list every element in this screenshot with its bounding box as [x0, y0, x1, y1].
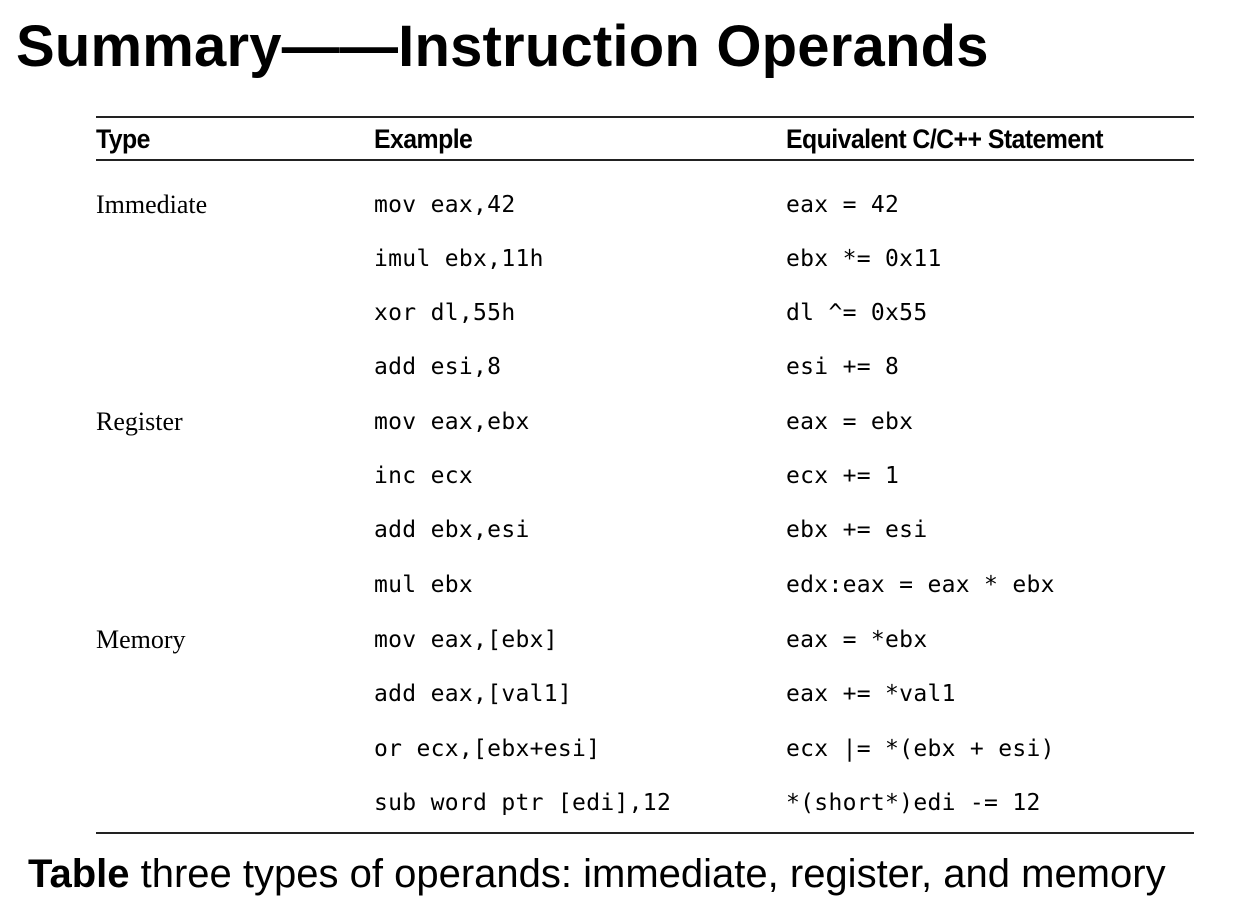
table-top-rule — [96, 116, 1194, 118]
table-row — [96, 459, 1194, 513]
header-equivalent: Equivalent C/C++ Statement — [786, 124, 1103, 154]
cell-example: add esi,8 — [374, 354, 502, 380]
cell-example: xor dl,55h — [374, 300, 516, 326]
cell-example: imul ebx,11h — [374, 246, 544, 272]
table-bottom-rule — [96, 832, 1194, 834]
cell-type: Memory — [96, 625, 186, 654]
cell-example: or ecx,[ebx+esi] — [374, 736, 601, 762]
table-row — [96, 513, 1194, 567]
table-row — [96, 732, 1194, 786]
cell-equivalent: dl ^= 0x55 — [786, 300, 928, 326]
cell-equivalent: eax = ebx — [786, 409, 914, 435]
cell-example: add eax,[val1] — [374, 681, 573, 707]
page-title: Summary——Instruction Operands — [16, 14, 989, 79]
header-example: Example — [374, 124, 473, 154]
caption-label: Table — [28, 852, 130, 896]
cell-example: sub word ptr [edi],12 — [374, 790, 672, 816]
cell-example: mov eax,ebx — [374, 409, 530, 435]
header-type: Type — [96, 124, 150, 154]
cell-example: inc ecx — [374, 463, 474, 489]
cell-type: Register — [96, 407, 183, 436]
table-row — [96, 242, 1194, 296]
table-caption — [28, 848, 1166, 900]
cell-equivalent: esi += 8 — [786, 354, 900, 380]
cell-equivalent: eax = 42 — [786, 192, 900, 218]
cell-equivalent: ecx += 1 — [786, 463, 900, 489]
cell-equivalent: ebx += esi — [786, 517, 928, 543]
cell-equivalent: ecx |= *(ebx + esi) — [786, 736, 1055, 762]
table-row — [96, 296, 1194, 350]
table-row — [96, 568, 1194, 622]
table-row — [96, 677, 1194, 731]
table-row — [96, 350, 1194, 404]
cell-type: Immediate — [96, 190, 208, 219]
cell-example: mov eax,42 — [374, 192, 516, 218]
cell-equivalent: eax = *ebx — [786, 627, 928, 653]
cell-example: mul ebx — [374, 572, 474, 598]
table-row — [96, 623, 1194, 677]
cell-example: mov eax,[ebx] — [374, 627, 558, 653]
cell-example: add ebx,esi — [374, 517, 530, 543]
cell-equivalent: *(short*)edi -= 12 — [786, 790, 1041, 816]
cell-equivalent: ebx *= 0x11 — [786, 246, 942, 272]
table-row — [96, 188, 1194, 242]
table-header-rule — [96, 159, 1194, 161]
cell-equivalent: edx:eax = eax * ebx — [786, 572, 1055, 598]
table-row — [96, 405, 1194, 459]
cell-equivalent: eax += *val1 — [786, 681, 956, 707]
caption-text: three types of operands: immediate, register, and memory — [129, 852, 1166, 896]
